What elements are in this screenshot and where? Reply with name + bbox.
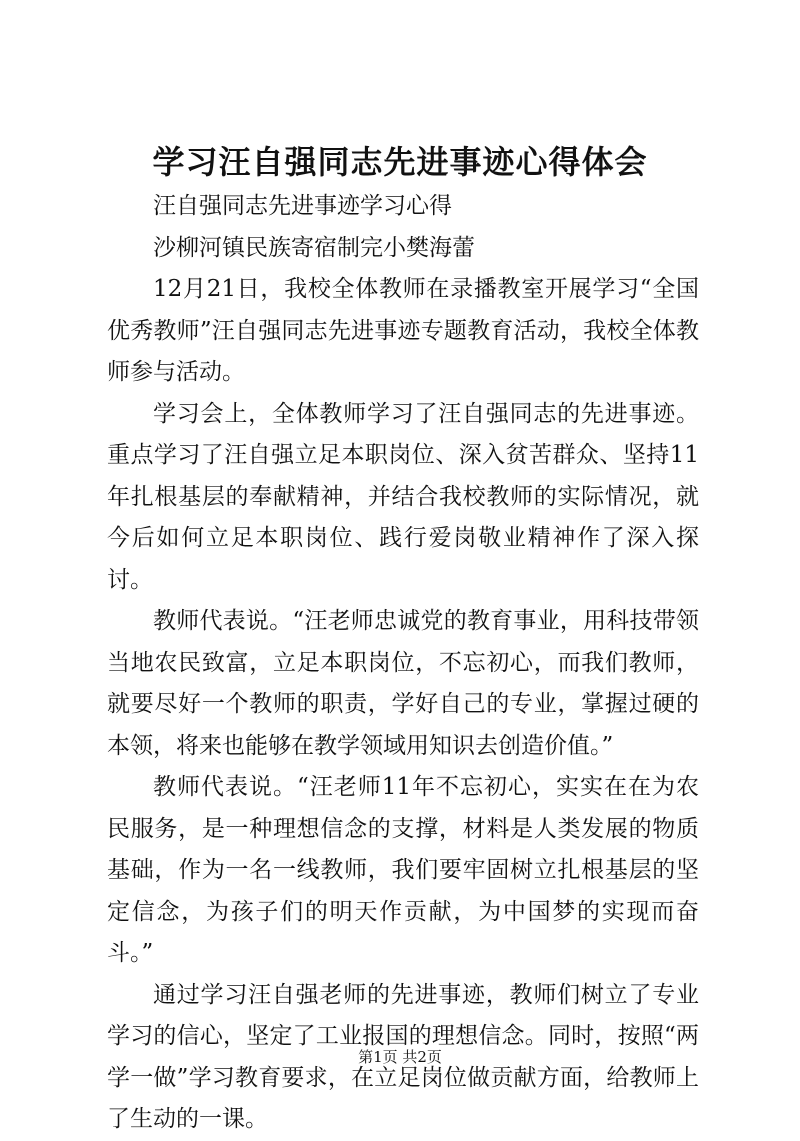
paragraph-subtitle: 汪自强同志先进事迹学习心得 — [153, 193, 452, 219]
page-number-footer: 第1页 共2页 — [358, 1048, 442, 1066]
document-title: 学习汪自强同志先进事迹心得体会 — [152, 143, 648, 181]
paragraph-1: 12月21日，我校全体教师在录播教室开展学习“全国优秀教师”汪自强同志先进事迹专题教育活动，我校全体教师参与活动。 — [107, 276, 699, 385]
paragraph-4: 教师代表说。“汪老师11年不忘初心，实实在在为农民服务，是一种理想信念的支撑，材料是人类发展的物质基础，作为一名一线教师，我们要牢固树立扎根基层的坚定信念，为孩子们的明天作贡献，为中国梦的实现而奋斗。” — [107, 774, 699, 966]
paragraph-3: 教师代表说。“汪老师忠诚党的教育事业，用科技带领当地农民致富，立足本职岗位，不忘初心，而我们教师，就要尽好一个教师的职责，学好自己的专业，掌握过硬的本领，将来也能够在教学领域用知识去创造价值。” — [107, 608, 699, 759]
paragraph-author: 沙柳河镇民族寄宿制完小樊海蕾 — [153, 234, 475, 261]
paragraph-5: 通过学习汪自强老师的先进事迹，教师们树立了专业学习的信心，坚定了工业报国的理想信念。同时，按照“两学一做”学习教育要求，在立足岗位做贡献方面，给教师上了生动的一课。 — [107, 981, 699, 1132]
document-body — [107, 186, 699, 1141]
paragraph-2: 学习会上，全体教师学习了汪自强同志的先进事迹。重点学习了汪自强立足本职岗位、深入贫苦群众、坚持11年扎根基层的奉献精神，并结合我校教师的实际情况，就今后如何立足本职岗位、践行爱岗敬业精神作了深入探讨。 — [107, 400, 699, 593]
